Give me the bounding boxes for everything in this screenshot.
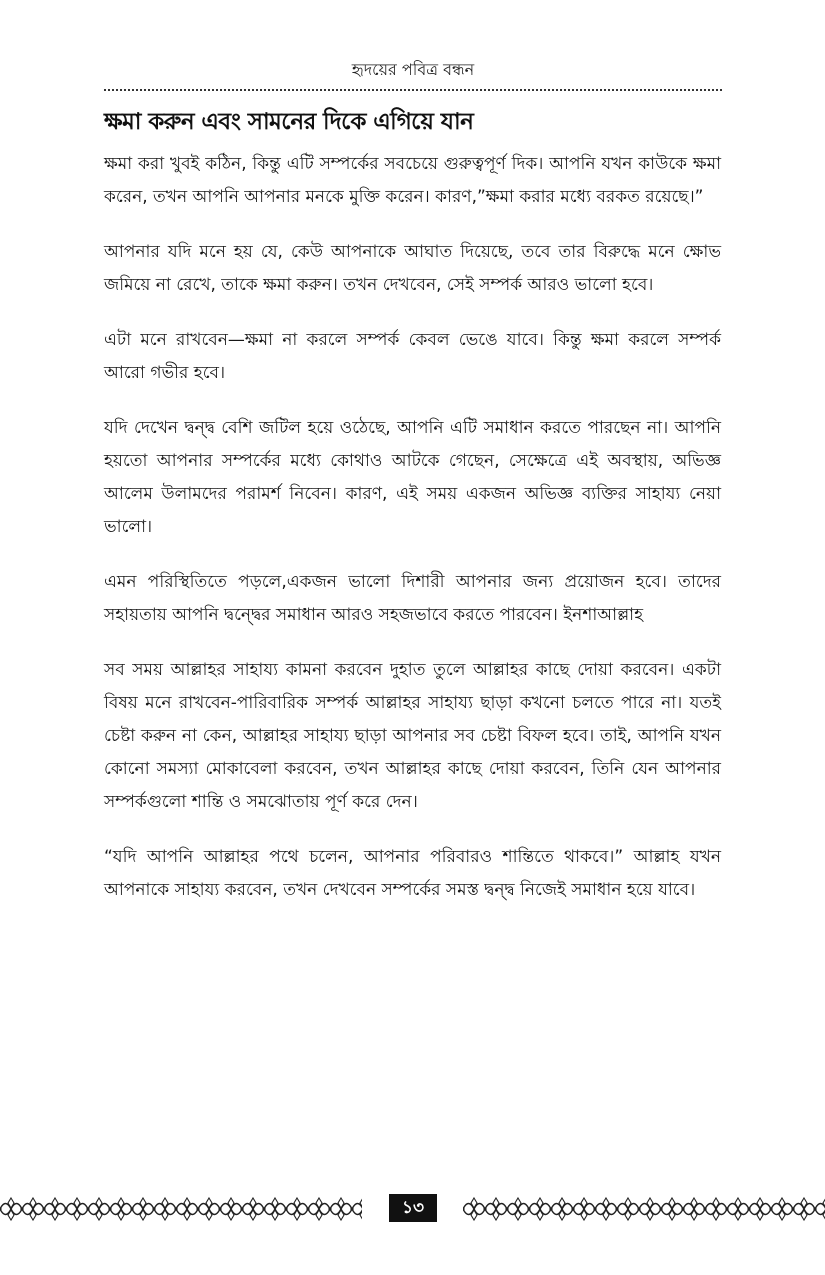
paragraph: যদি দেখেন দ্বন্দ্ব বেশি জটিল হয়ে ওঠেছে, আপনি এটি সমাধান করতে পারছেন না। আপনি হয়তো আপনার সম্পর্কের মধ্যে কোথাও আটকে গেছেন, সেক্ষেত্রে এই অবস্থায়, অভিজ্ঞ আলেম উলামদের পরামর্শ নিবেন। কারণ, এই সময় একজন অভিজ্ঞ ব্যক্তির সাহায্য নেয়া ভালো। <box>104 418 721 537</box>
header-dotted-rule <box>104 89 722 91</box>
paragraph: এমন পরিস্থিতিতে পড়লে,একজন ভালো দিশারী আপনার জন্য প্রয়োজন হবে। তাদের সহায়তায় আপনি দ্বন্দ্বের সমাধান আরও সহজভাবে করতে পারবেন। ইনশাআল্লাহ <box>104 572 721 625</box>
left-ornament-border <box>0 1194 362 1224</box>
page-number-badge: ১৩ <box>389 1194 437 1222</box>
paragraph: এটা মনে রাখবেন—ক্ষমা না করলে সম্পর্ক কেবল ভেঙে যাবে। কিন্তু ক্ষমা করলে সম্পর্ক আরো গভীর হবে। <box>104 330 721 383</box>
paragraph: সব সময় আল্লাহর সাহায্য কামনা করবেন দুহাত তুলে আল্লাহর কাছে দোয়া করবেন। একটা বিষয় মনে রাখবেন-পারিবারিক সম্পর্ক আল্লাহর সাহায্য ছাড়া কখনো চলতে পারে না। যতই চেষ্টা করুন না কেন, আল্লাহর সাহায্য ছাড়া আপনার সব চেষ্টা বিফল হবে। তাই, আপনি যখন কোনো সমস্যা মোকাবেলা করবেন, তখন আল্লাহর কাছে দোয়া করবেন, তিনি যেন আপনার সম্পর্কগুলো শান্তি ও সমঝোতায় পূর্ণ করে দেন। <box>104 660 721 812</box>
paragraph: ক্ষমা করা খুবই কঠিন, কিন্তু এটি সম্পর্কের সবচেয়ে গুরুত্বপূর্ণ দিক। আপনি যখন কাউকে ক্ষমা করেন, তখন আপনি আপনার মনকে মুক্তি করেন। কারণ,”ক্ষমা করার মধ্যে বরকত রয়েছে।” <box>104 154 721 207</box>
right-ornament-border <box>463 1194 825 1224</box>
running-header: হৃদয়ের পবিত্র বন্ধন <box>351 60 475 79</box>
paragraph: “যদি আপনি আল্লাহর পথে চলেন, আপনার পরিবারও শান্তিতে থাকবে।” আল্লাহ যখন আপনাকে সাহায্য করবেন, তখন দেখবেন সম্পর্কের সমস্ত দ্বন্দ্ব নিজেই সমাধান হয়ে যাবে। <box>104 847 721 900</box>
page-footer <box>0 1194 825 1224</box>
paragraph: আপনার যদি মনে হয় যে, কেউ আপনাকে আঘাত দিয়েছে, তবে তার বিরুদ্ধে মনে ক্ষোভ জমিয়ে না রেখে, তাকে ক্ষমা করুন। তখন দেখবেন, সেই সম্পর্ক আরও ভালো হবে। <box>104 242 721 295</box>
body-text <box>104 148 721 929</box>
section-title: ক্ষমা করুন এবং সামনের দিকে এগিয়ে যান <box>104 109 474 135</box>
